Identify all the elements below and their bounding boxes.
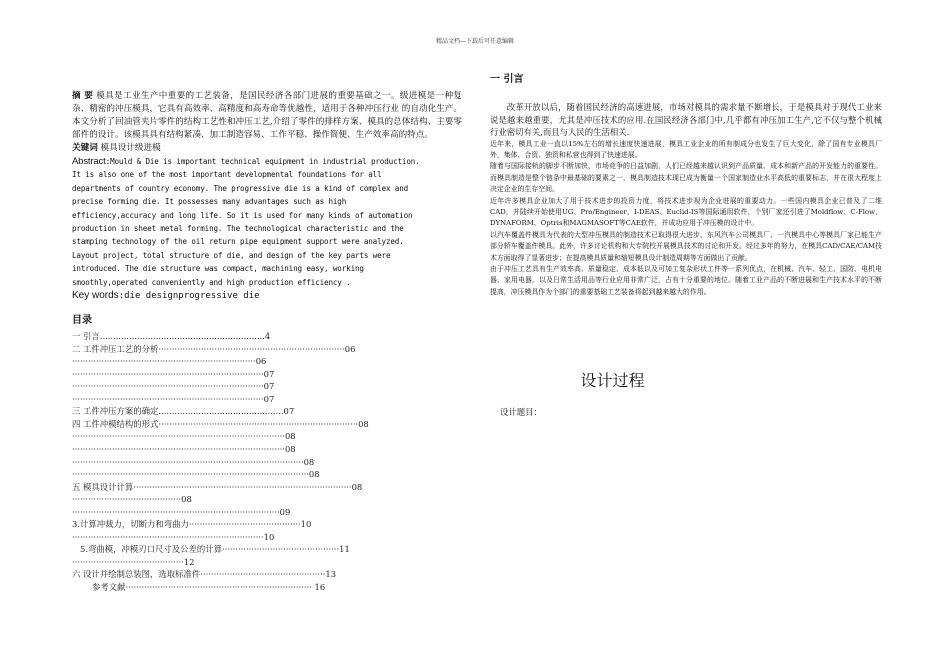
toc-entry[interactable]: ·······················································································08 (72, 456, 315, 467)
page-header: 精品文档---下载后可任意编辑 (435, 38, 515, 45)
abstract-chinese (72, 90, 462, 142)
keywords-en-label: Key words (72, 290, 119, 302)
toc-entry[interactable]: 四 工件冲模结构的形式···········································································08 (72, 418, 369, 429)
toc-entry[interactable]: ··········································12 (72, 556, 195, 567)
keywords-english (72, 289, 462, 303)
toc-entry[interactable]: ················································································08 (72, 431, 296, 442)
toc-entry[interactable]: 5.弯曲模，冲模刃口尺寸及公差的计算············································11 (80, 544, 350, 555)
design-topic-label: 设计题目： (500, 407, 542, 417)
right-column (490, 70, 882, 298)
abstract-en-label: Abstract (72, 156, 106, 167)
intro-paragraph-6: 由于冲压工艺具有生产效率高、质量稳定、成本低以及可加工复杂形状工件等一系列优点，在机械、汽车、轻工、国防、电机电器、家用电器，以及日常生活用品等行业应用非常广泛，占有十分重要的地位。随着工业产品的不断进展和生产技术水平的不断提高，冲压模具作为个部门的重要基础工艺装备将起到越来越大的作用。 (490, 264, 882, 296)
toc-entry[interactable]: ·········································08 (72, 494, 192, 505)
left-column (72, 90, 462, 594)
toc-entry[interactable]: ········································································10 (72, 531, 275, 542)
toc-entry[interactable]: 一 引言..............................................................4 (72, 331, 271, 342)
keywords-en-text: :die designprogressive die (118, 291, 260, 302)
toc-entry[interactable]: ··············································································09 (72, 506, 291, 517)
toc-entry[interactable]: ·························································································08 (72, 469, 320, 480)
design-process-title: 设计过程 (580, 371, 645, 390)
keywords-cn-text: 模具设计级进模 (97, 143, 161, 153)
toc-entry[interactable]: 二 工件冲压工艺的分析······································································06 (72, 343, 356, 354)
toc-entry[interactable]: 五 模具设计计算··················································································08 (72, 481, 363, 492)
toc-entry[interactable]: 六 设计并绘制总装图，选取标准件···············································13 (72, 569, 337, 580)
intro-paragraph-2: 近年来，模具工业一直以15%左右的增长速度快速进展，模具工业企业的所有制成分也发生了巨大变化，除了国有专业模具厂外，集体、合资、独资和私营也得到了快速进展。 (490, 139, 882, 159)
toc-entry[interactable]: 三 工件冲压方案的确定...............................................07 (72, 406, 295, 417)
keywords-chinese (72, 142, 462, 155)
intro-paragraph-4: 近年许多模具企业加大了用于技术进步的投资力度，将技术进步视为企业进展的重要动力。一些国内模具企业已普及了二维CAD，并陆续开始使用UG、Pro/Engineer、I-DEAS、Euclid-IS等国际通用软件，个别厂家还引进了Moldflow、C-Flow、DYNAFORM、Optris和MAGMASOFT等CAE软件，并成功应用于冲压模的设计中。 (490, 196, 882, 228)
toc-entry[interactable]: ·····································································06 (72, 356, 267, 367)
abstract-cn-text: 模具是工业生产中重要的工艺装备，是国民经济各部门进展的重要基础之一。级进模是一种复杂、精密的冲压模具，它具有高效率、高精度和高寿命等优越性，适用于各种冲压行业 的自动化生产。本文分析了回油管夹片零件的结构工艺性和冲压工艺,介绍了零件的排样方案、模具的总体结构、主要零部件的设计。该模具具有结构紧凑、加工制造容易、工作平稳、操作简便、生产效率高的特点。 (72, 91, 462, 140)
toc-entry[interactable]: ········································································07 (72, 381, 275, 392)
abstract-english (72, 155, 462, 289)
abstract-en-text: :Mould & Die is important technical equipment in industrial production. It is also one of the most important developmental foundations for all departments of country economy. The progressive die is a kind of complex and precise forming die. It possesses many advantages such as high efficiency,accuracy and long life. So it is used for many kinds of automation production in sheet metal forming. The technological characteristic and the stamping technology of the oil return pipe equipment support were analyzed. Layout project, total structure of die, and design of the key parts were introduced. The die structure was compact, machining easy, working smoothly,operated conveniently and high production efficiency . (72, 157, 420, 287)
toc-entry[interactable]: ················································································08 (72, 443, 296, 454)
intro-paragraph-3: 随着与国际接轨的脚步不断加快，市场竞争的日益加剧，人们已经越来越认识到产品质量、成本和新产品的开发能力的重要性。而模具制造是整个链条中最基础的要素之一，模具制造技术现已成为衡量一个国家制造业水平高低的重要标志，并在很大程度上决定企业的生存空间。 (490, 162, 882, 194)
intro-heading: 一 引言 (490, 74, 524, 85)
abstract-cn-label: 摘 要 (72, 91, 94, 101)
keywords-cn-label: 关键词 (72, 143, 98, 153)
toc-list (72, 330, 462, 593)
toc-entry[interactable]: ········································································07 (72, 368, 275, 379)
intro-paragraph-5: 以汽车覆盖件模具为代表的大型冲压模具的制造技术已取得很大进步，东风汽车公司模具厂、一汽模具中心等模具厂家已能生产部分轿车覆盖件模具。此外，许多讨论机构和大专院校开展模具技术的讨论和开发。经过多年的努力，在模具CAD/CAE/CAM技术方面取得了显著进步；在提高模具质量和缩短模具设计制造周期等方面做出了贡献。 (490, 230, 882, 262)
toc-entry[interactable]: 参考文献······································································ 16 (92, 582, 326, 592)
toc-title: 目录 (72, 315, 92, 327)
toc-entry[interactable]: ········································································07 (72, 393, 275, 404)
intro-paragraph-1: 改革开放以后，随着国民经济的高速进展，市场对模具的需求量不断增长，于是模具对于现代工业来说是越来越重要，尤其是冲压技术的应用.在国民经济各部门中,几乎都有冲压加工生产,它不仅与整个机械行业密切有关,而且与人民的生活相关. (490, 102, 882, 137)
toc-entry[interactable]: 3.计算冲裁力，切断力和弯曲力··········································10 (72, 519, 312, 530)
